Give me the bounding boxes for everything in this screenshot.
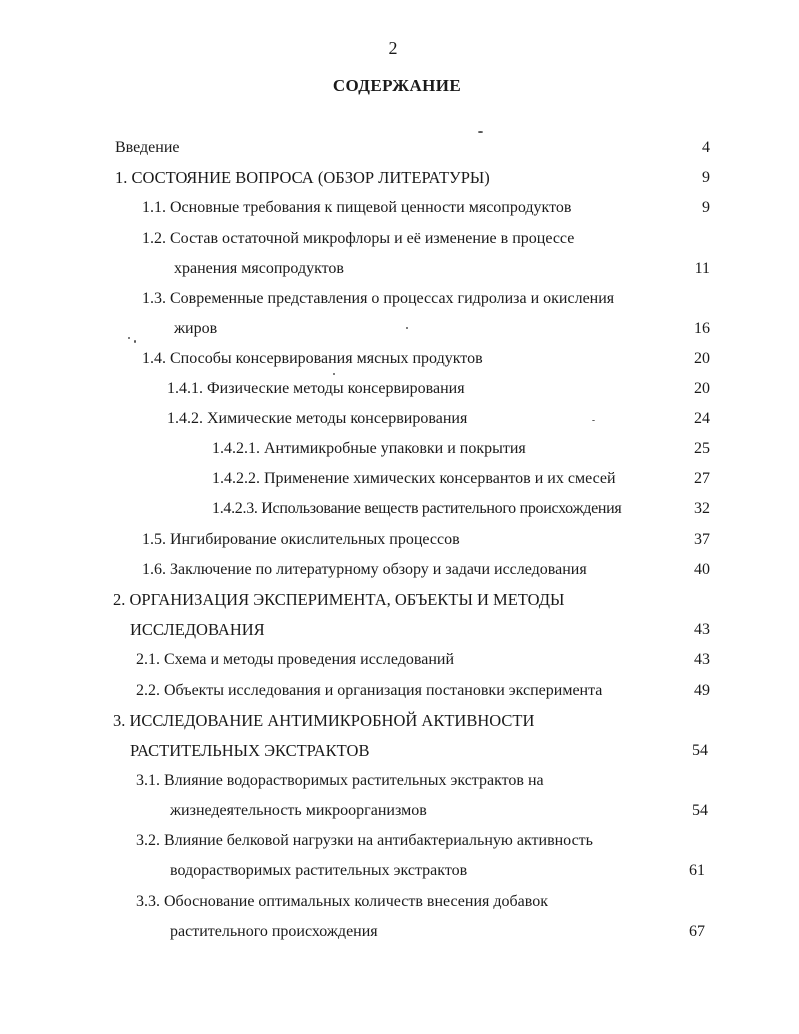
toc-entry-3-cont: РАСТИТЕЛЬНЫХ ЭКСТРАКТОВ xyxy=(130,741,370,760)
toc-entry-1-3-cont: жиров xyxy=(174,320,218,337)
scan-speck xyxy=(333,373,335,375)
toc-entry-3-1: 3.1. Влияние водорастворимых растительных экстрактов на xyxy=(136,772,544,789)
toc-entry-3-2: 3.2. Влияние белковой нагрузки на антибактериальную активность xyxy=(136,832,593,849)
toc-page-3-3: 67 xyxy=(689,923,705,940)
scan-speck xyxy=(406,327,408,329)
scan-speck xyxy=(134,340,136,343)
toc-entry-1-4-2-3: 1.4.2.3. Использование веществ растительного происхождения xyxy=(212,500,622,517)
toc-page-1-4-2-3: 32 xyxy=(694,500,710,517)
toc-entry-1-3: 1.3. Современные представления о процессах гидролиза и окисления xyxy=(142,290,615,307)
toc-page-1-2: 11 xyxy=(694,260,710,277)
toc-entry-1-6: 1.6. Заключение по литературному обзору и задачи исследования xyxy=(142,561,587,578)
toc-page-1-4-2-2: 27 xyxy=(694,470,710,487)
toc-page-2-2: 49 xyxy=(694,682,710,699)
toc-entry-1-4-2-2: 1.4.2.2. Применение химических консервантов и их смесей xyxy=(212,470,616,487)
toc-page-3-2: 61 xyxy=(689,862,705,879)
toc-page-1-4: 20 xyxy=(694,350,710,367)
toc-entry-1-4-1: 1.4.1. Физические методы консервирования xyxy=(167,380,465,397)
toc-entry-3-2-cont: водорастворимых растительных экстрактов xyxy=(170,862,468,879)
toc-page-1: 9 xyxy=(702,169,710,186)
toc-page-1-1: 9 xyxy=(702,199,710,216)
toc-entry-2-cont: ИССЛЕДОВАНИЯ xyxy=(130,620,265,639)
toc-entry-1-2-cont: хранения мясопродуктов xyxy=(174,260,344,277)
page-title: СОДЕРЖАНИЕ xyxy=(332,76,462,95)
toc-entry-1: 1. СОСТОЯНИЕ ВОПРОСА (ОБЗОР ЛИТЕРАТУРЫ) xyxy=(115,168,490,187)
toc-page-1-3: 16 xyxy=(694,320,710,337)
toc-page-1-6: 40 xyxy=(694,561,710,578)
toc-page-2-1: 43 xyxy=(694,651,710,668)
toc-page-3: 54 xyxy=(692,742,708,759)
toc-page-3-1: 54 xyxy=(692,802,708,819)
toc-page-2: 43 xyxy=(694,621,710,638)
toc-entry-3-3: 3.3. Обоснование оптимальных количеств внесения добавок xyxy=(136,893,548,910)
toc-entry-1-4: 1.4. Способы консервирования мясных продуктов xyxy=(142,350,483,367)
toc-entry-3: 3. ИССЛЕДОВАНИЕ АНТИМИКРОБНОЙ АКТИВНОСТИ xyxy=(113,711,535,730)
toc-page-1-5: 37 xyxy=(694,531,710,548)
toc-entry-2-1: 2.1. Схема и методы проведения исследований xyxy=(136,651,455,668)
page-number: 2 xyxy=(388,38,398,58)
toc-page-intro: 4 xyxy=(702,139,710,156)
toc-page-1-4-2: 24 xyxy=(694,410,710,427)
toc-entry-1-4-2: 1.4.2. Химические методы консервирования xyxy=(167,410,468,427)
toc-page-1-4-2-1: 25 xyxy=(694,440,710,457)
scan-speck xyxy=(592,420,595,421)
toc-page-1-4-1: 20 xyxy=(694,380,710,397)
toc-entry-3-1-cont: жизнедеятельность микроорганизмов xyxy=(170,802,427,819)
toc-entry-1-2: 1.2. Состав остаточной микрофлоры и её изменение в процессе xyxy=(142,230,575,247)
toc-entry-2: 2. ОРГАНИЗАЦИЯ ЭКСПЕРИМЕНТА, ОБЪЕКТЫ И МЕТОДЫ xyxy=(113,590,565,609)
toc-entry-intro: Введение xyxy=(115,139,180,156)
scan-speck xyxy=(478,131,483,133)
toc-entry-1-4-2-1: 1.4.2.1. Антимикробные упаковки и покрытия xyxy=(212,440,526,457)
toc-entry-3-3-cont: растительного происхождения xyxy=(170,923,378,940)
toc-entry-1-1: 1.1. Основные требования к пищевой ценности мясопродуктов xyxy=(142,199,572,216)
scan-speck xyxy=(128,337,130,339)
toc-entry-2-2: 2.2. Объекты исследования и организация постановки эксперимента xyxy=(136,682,603,699)
toc-entry-1-5: 1.5. Ингибирование окислительных процессов xyxy=(142,531,460,548)
